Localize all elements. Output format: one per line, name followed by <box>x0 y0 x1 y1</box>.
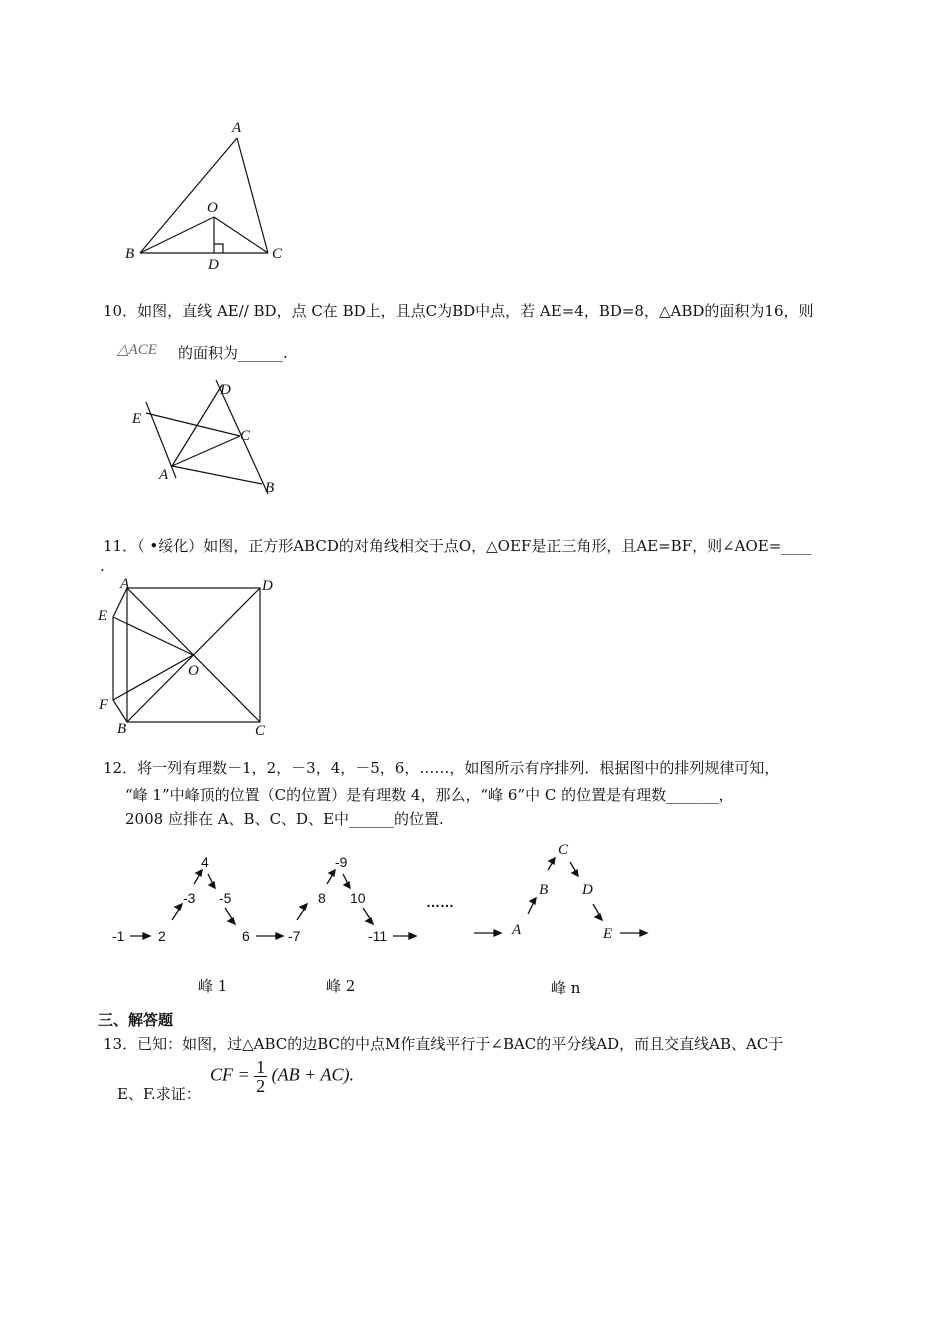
label-o: O <box>207 200 218 216</box>
caption-peak-1: 峰 1 <box>198 977 228 995</box>
peak-number: -1 <box>112 928 125 944</box>
figure-peaks-arrows <box>130 858 647 939</box>
figure-square <box>113 588 260 722</box>
label-b: B <box>117 721 127 737</box>
ellipsis: …… <box>426 894 454 910</box>
q12-text-2: “峰 1”中峰顶的位置（C的位置）是有理数 4，那么，“峰 6”中 C 的位置是有理数_______， <box>125 786 734 804</box>
label-d: D <box>208 257 219 273</box>
fraction-numerator: 1 <box>256 1057 266 1077</box>
formula-fraction <box>254 1058 267 1095</box>
peak-letter-b: B <box>539 882 549 898</box>
label-e: E <box>132 411 142 427</box>
q10-triangle-ace: △ACE <box>117 342 157 358</box>
q13-text: 13．已知：如图，过△ABC的边BC的中点M作直线平行于∠BAC的平分线AD，而且交直线AB、AC于 <box>103 1035 784 1053</box>
q13-formula <box>210 1058 354 1095</box>
q10-text-2: 的面积为______. <box>178 344 288 362</box>
q10-text: 10．如图，直线 AE// BD，点 C在 BD上，且点C为BD中点，若 AE=4，BD=8，△ABD的面积为16，则 <box>103 302 814 320</box>
q12-text: 12．将一列有理数－1，2，－3，4，－5，6，……，如图所示有序排列．根据图中的排列规律可知， <box>103 759 780 777</box>
label-b: B <box>265 480 275 496</box>
peak-letter-e: E <box>603 926 613 942</box>
fraction-denominator: 2 <box>256 1076 266 1096</box>
label-f: F <box>99 697 109 713</box>
formula-rhs: (AB + AC). <box>271 1064 354 1085</box>
peak-number: -7 <box>288 928 301 944</box>
section-heading: 三、解答题 <box>98 1011 174 1029</box>
caption-peak-n: 峰 n <box>551 979 581 997</box>
label-d: D <box>220 382 231 398</box>
label-d: D <box>262 578 273 594</box>
peak-number: 6 <box>242 928 250 944</box>
q11-text-2: . <box>100 557 105 575</box>
label-c: C <box>272 246 283 262</box>
label-c: C <box>255 723 266 739</box>
q12-text-3: 2008 应排在 A、B、C、D、E中______的位置. <box>125 810 444 828</box>
q11-text: 11．（ •绥化）如图，正方形ABCD的对角线相交于点O，△OEF是正三角形，且AE=BF，则∠AOE=____ <box>103 537 812 555</box>
label-b: B <box>125 246 135 262</box>
figure-triangle-abc <box>140 138 268 253</box>
label-c: C <box>240 428 251 444</box>
peak-number: -3 <box>183 890 196 906</box>
peak-letter-c: C <box>558 842 569 858</box>
caption-peak-2: 峰 2 <box>326 977 356 995</box>
label-a: A <box>159 467 169 483</box>
peak-number: 2 <box>158 928 166 944</box>
peak-number: 10 <box>350 890 366 906</box>
q13-text-2: E、F.求证： <box>117 1085 201 1103</box>
label-a: A <box>232 120 242 136</box>
peak-number: -9 <box>335 854 348 870</box>
label-a: A <box>120 576 130 592</box>
label-e: E <box>98 608 108 624</box>
peak-number: -5 <box>219 890 232 906</box>
formula-lhs: CF = <box>210 1064 250 1085</box>
peak-number: -11 <box>368 928 388 944</box>
peak-number: 8 <box>318 890 326 906</box>
peak-number: 4 <box>201 854 209 870</box>
label-o: O <box>188 663 199 679</box>
peak-letter-d: D <box>582 882 593 898</box>
peak-letter-a: A <box>512 922 522 938</box>
